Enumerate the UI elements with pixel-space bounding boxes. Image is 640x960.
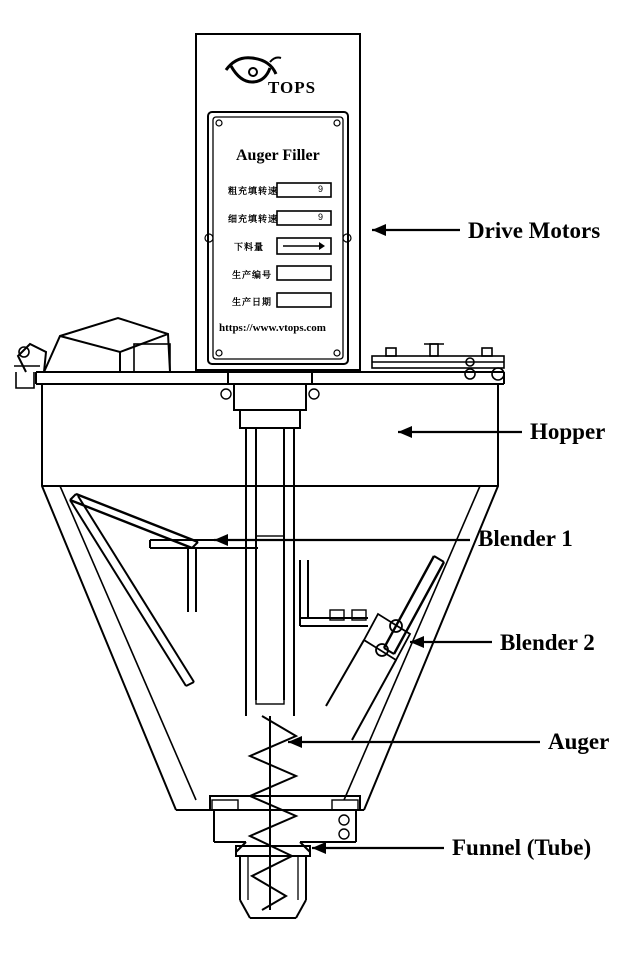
callout-label-drive-motors: Drive Motors	[468, 218, 601, 243]
feed-chute	[14, 318, 170, 388]
panel-row-label-3: 生产编号	[232, 270, 273, 280]
blender-2	[300, 556, 444, 740]
drive-shaft	[221, 372, 319, 716]
callout-label-blender-1: Blender 1	[478, 526, 573, 551]
auger-screw	[250, 716, 296, 910]
panel-row-label-4: 生产日期	[232, 297, 273, 307]
panel-row-value-0[interactable]: 9	[318, 184, 324, 194]
junction-box	[134, 344, 170, 372]
panel-screen-title: Auger Filler	[236, 147, 320, 164]
deck-rail	[372, 344, 504, 380]
callout-label-blender-2: Blender 2	[500, 630, 595, 655]
deck-plate	[36, 372, 504, 384]
callout-label-hopper: Hopper	[530, 419, 606, 444]
funnel-tube	[210, 796, 360, 918]
blender-1	[70, 494, 258, 686]
panel-url: https://www.vtops.com	[219, 322, 326, 334]
panel-row-value-1[interactable]: 9	[318, 212, 324, 222]
panel-field-boxes	[277, 183, 331, 307]
panel-row-label-2: 下料量	[234, 242, 265, 252]
panel-row-label-0: 粗充填转速	[228, 186, 279, 196]
callout-label-funnel-tube: Funnel (Tube)	[452, 835, 592, 860]
brand-text: TOPS	[268, 78, 317, 97]
callout-label-auger: Auger	[548, 729, 610, 754]
panel-row-label-1: 细充填转速	[228, 214, 279, 224]
